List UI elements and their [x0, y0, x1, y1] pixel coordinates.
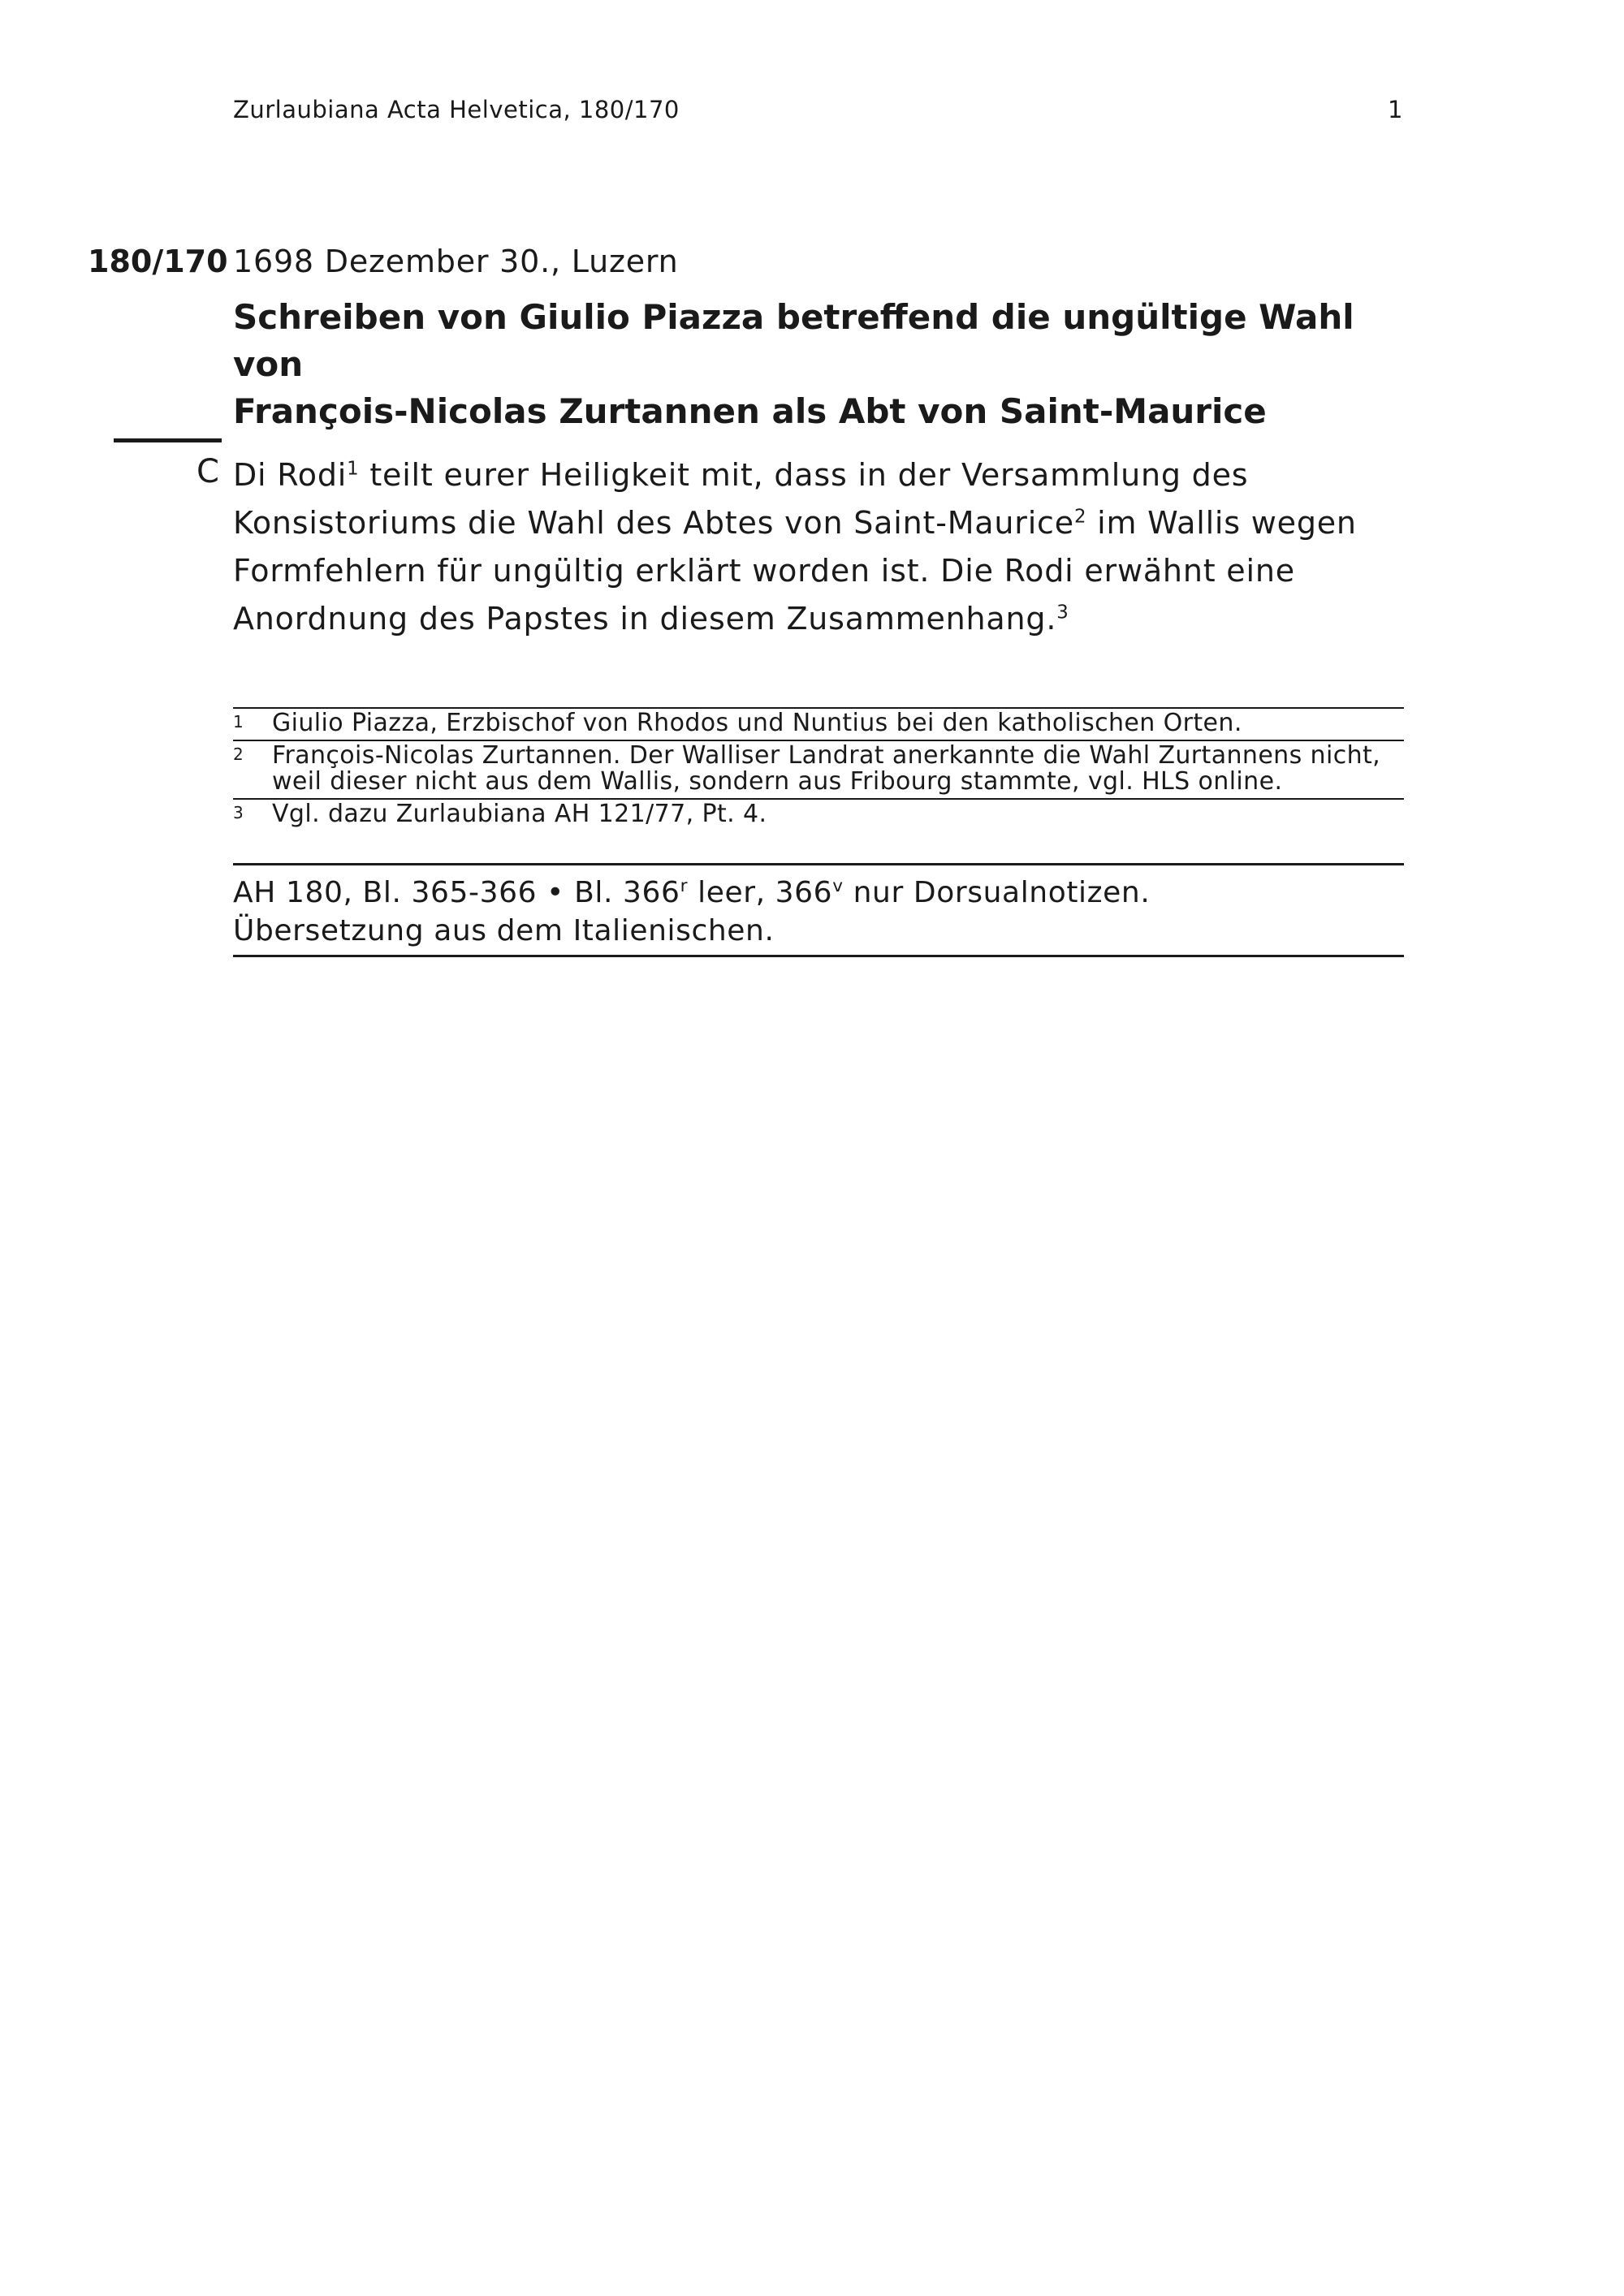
title-line-1: Schreiben von Giulio Piazza betreffend die ungültige Wahl von: [233, 297, 1354, 384]
footnote-ref-1[interactable]: 1: [347, 458, 360, 480]
footnote-text: Vgl. dazu Zurlaubiana AH 121/77, Pt. 4.: [272, 800, 767, 828]
document-title: [233, 294, 1402, 435]
document-number: 180/170: [88, 244, 228, 279]
verso-mark: v: [832, 876, 844, 897]
footnote-1: [233, 707, 1404, 740]
document-date-place: 1698 Dezember 30., Luzern: [233, 244, 679, 279]
page-number: 1: [1388, 96, 1403, 123]
footnote-3: [233, 798, 1404, 831]
apparatus-dorsual: nur Dorsualnotizen.: [843, 876, 1151, 909]
apparatus-line-2: Übersetzung aus dem Italienischen.: [233, 914, 775, 947]
footnote-ref-2[interactable]: 2: [1073, 506, 1087, 528]
running-head: [233, 96, 1403, 123]
footnote-number: 3: [233, 803, 244, 822]
regest-text: [233, 451, 1402, 643]
apparatus-leer: leer, 366: [688, 876, 833, 909]
margin-rule: [114, 438, 222, 442]
footnotes: [233, 707, 1404, 831]
recto-mark: r: [680, 876, 689, 897]
footnote-number: 1: [233, 712, 244, 732]
source-mark: C: [197, 453, 219, 490]
footnote-text: François-Nicolas Zurtannen. Der Walliser Landrat anerkannte die Wahl Zurtannens nicht, weil dieser nicht aus dem Wallis, sondern aus Fribourg stammte, vgl. HLS online.: [272, 741, 1381, 796]
regest-part-3: im Wallis wegen Formfehlern für ungültig erklärt worden ist. Die Rodi erwähnt eine Anordnung des Papstes in diesem Zusammenhang.: [233, 505, 1357, 637]
footnote-number: 2: [233, 744, 244, 764]
source-apparatus: [233, 863, 1404, 957]
regest-part-1: Di Rodi: [233, 457, 348, 493]
regest-part-2: teilt eurer Heiligkeit mit, dass in der Versammlung des Konsistoriums die Wahl des Abtes von Saint-Maurice: [233, 457, 1249, 541]
footnote-text: Giulio Piazza, Erzbischof von Rhodos und Nuntius bei den katholischen Orten.: [272, 709, 1242, 737]
footnote-ref-3[interactable]: 3: [1056, 602, 1069, 624]
title-line-2: François-Nicolas Zurtannen als Abt von Saint-Maurice: [233, 391, 1267, 431]
apparatus-signature: AH 180, Bl. 365-366 • Bl. 366: [233, 876, 680, 909]
footnote-2: [233, 740, 1404, 798]
apparatus-line-1: [233, 874, 1404, 912]
running-title: Zurlaubiana Acta Helvetica, 180/170: [233, 96, 680, 123]
